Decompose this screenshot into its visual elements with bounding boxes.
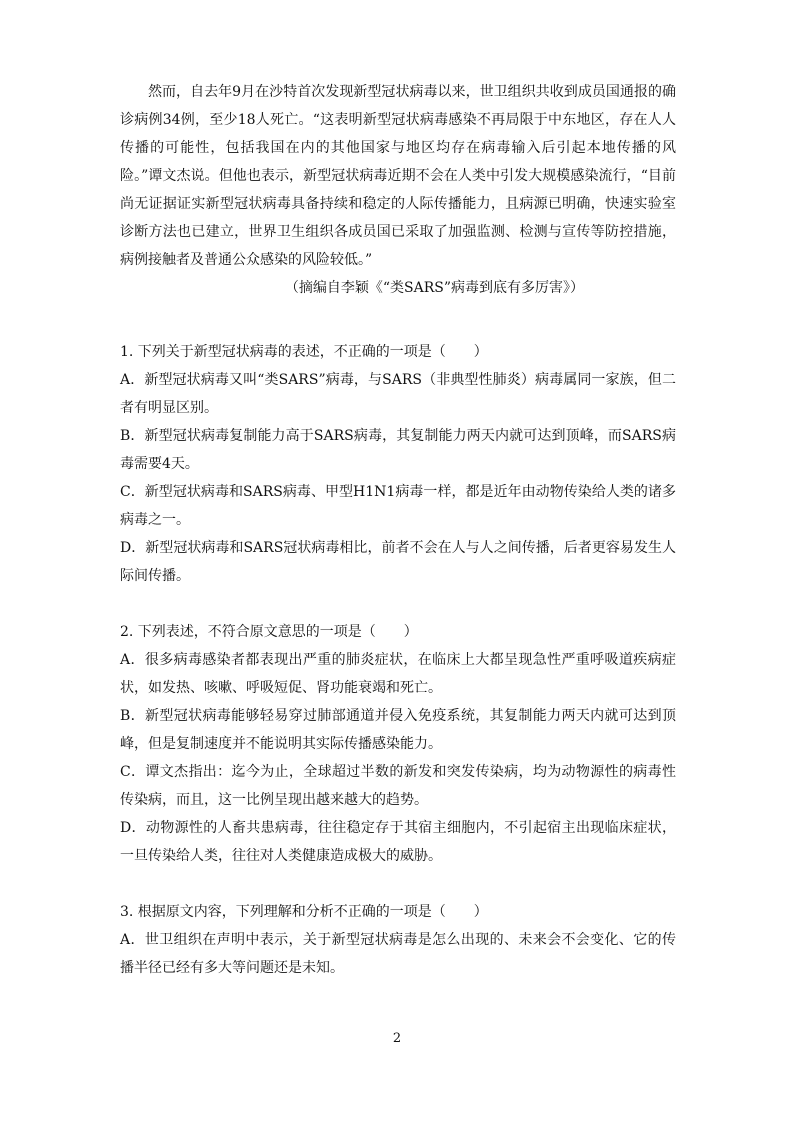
option-a: A．世卫组织在声明中表示，关于新型冠状病毒是怎么出现的、未来会不会变化、它的传播半径已经有多大等问题还是未知。 [120,932,676,976]
question-3 [120,898,676,982]
option-d: D．新型冠状病毒和SARS冠状病毒相比，前者不会在人与人之间传播，后者更容易发生人际间传播。 [120,540,676,584]
question-stem: 3. 根据原文内容，下列理解和分析不正确的一项是（ ） [120,904,488,920]
spacer [120,590,676,618]
option-a: A．很多病毒感染者都表现出严重的肺炎症状，在临床上大都呈现急性严重呼吸道疾病症状，如发热、咳嗽、呼吸短促、肾功能衰竭和死亡。 [120,652,676,696]
page-number: 2 [392,1031,402,1046]
document-body [120,78,676,982]
option-c: C．谭文杰指出：迄今为止，全球超过半数的新发和突发传染病，均为动物源性的病毒性传染病，而且，这一比例呈现出越来越大的趋势。 [120,764,676,808]
spacer [120,870,676,898]
question-2 [120,618,676,870]
option-a: A．新型冠状病毒又叫“类SARS”病毒，与SARS（非典型性肺炎）病毒属同一家族，但二者有明显区别。 [120,372,676,416]
passage-paragraph: 然而，自去年9月在沙特首次发现新型冠状病毒以来，世卫组织共收到成员国通报的确诊病例34例，至少18人死亡。“这表明新型冠状病毒感染不再局限于中东地区，存在人人传播的可能性，包括我国在内的其他国家与地区均存在病毒输入后引起本地传播的风险。”谭文杰说。但他也表示，新型冠状病毒近期不会在人类中引发大规模感染流行，“目前尚无证据证实新型冠状病毒具备持续和稳定的人际传播能力，且病源已明确，快速实验室诊断方法也已建立，世界卫生组织各成员国已采取了加强监测、检测与宣传等防控措施，病例接触者及普通公众感染的风险较低。” [120,84,676,268]
question-stem: 1. 下列关于新型冠状病毒的表述，不正确的一项是（ ） [120,344,488,360]
passage-citation: （摘编自李颖《“类SARS”病毒到底有多厉害》） [284,280,584,296]
option-c: C．新型冠状病毒和SARS病毒、甲型H1N1病毒一样，都是近年由动物传染给人类的诸多病毒之一。 [120,484,676,528]
option-d: D．动物源性的人畜共患病毒，往往稳定存于其宿主细胞内，不引起宿主出现临床症状，一旦传染给人类，往往对人类健康造成极大的威胁。 [120,820,676,864]
option-b: B．新型冠状病毒复制能力高于SARS病毒，其复制能力两天内就可达到顶峰，而SARS病毒需要4天。 [120,428,676,472]
spacer [120,302,676,338]
question-1 [120,338,676,590]
option-b: B．新型冠状病毒能够轻易穿过肺部通道并侵入免疫系统，其复制能力两天内就可达到顶峰，但是复制速度并不能说明其实际传播感染能力。 [120,708,676,752]
question-stem: 2. 下列表述，不符合原文意思的一项是（ ） [120,624,418,640]
